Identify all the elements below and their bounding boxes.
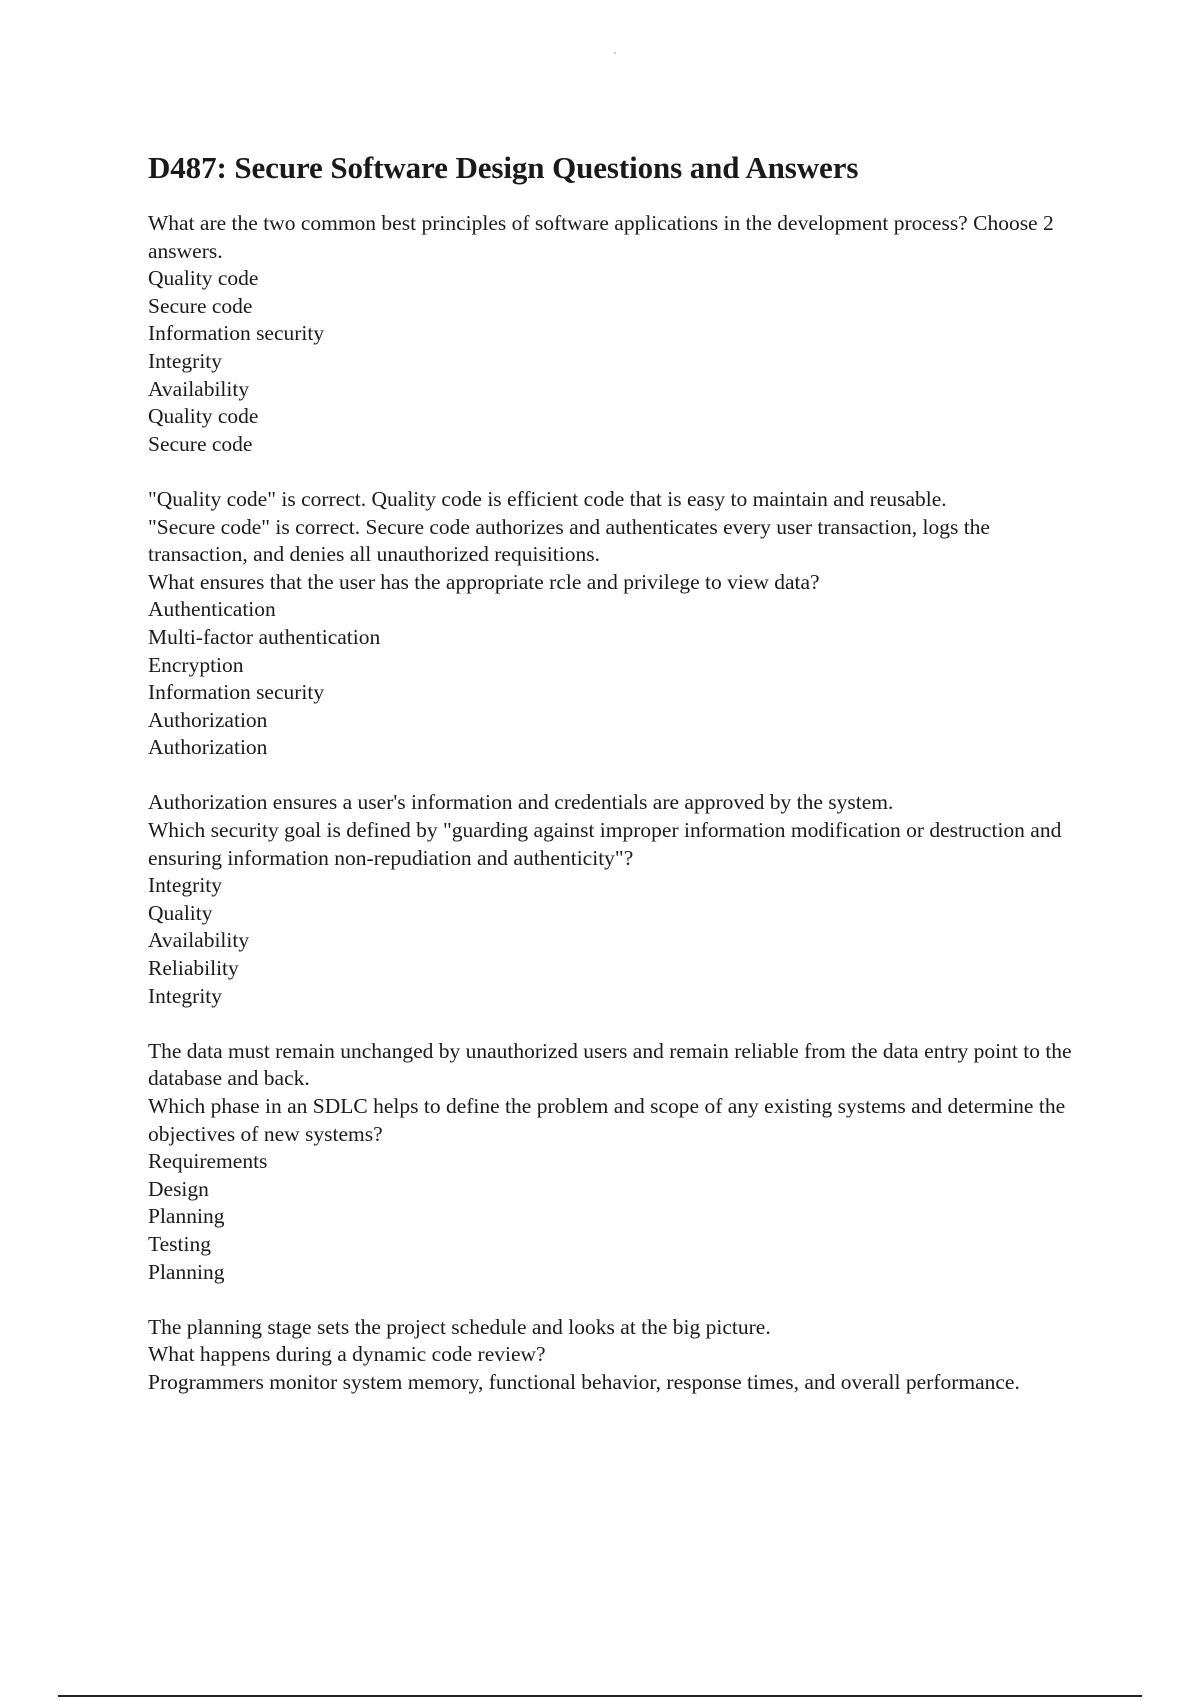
text-block <box>148 1038 1088 1286</box>
answer-option: Multi-factor authentication <box>148 624 381 649</box>
document-content <box>148 148 1088 1397</box>
paragraph-gap <box>148 1010 1088 1038</box>
answer-option: Encryption <box>148 652 244 677</box>
correct-answer: Secure code <box>148 431 253 456</box>
answer-option: Authorization <box>148 707 268 732</box>
answer-option: Secure code <box>148 293 253 318</box>
answer-option: Availability <box>148 928 250 953</box>
question-text: What ensures that the user has the appropriate rcle and privilege to view data? <box>148 569 820 594</box>
answer-option: Integrity <box>148 873 223 898</box>
document-title: D487: Secure Software Design Questions and Answers <box>148 150 859 185</box>
text-block <box>148 486 1088 762</box>
answer-option: Requirements <box>148 1149 268 1174</box>
answer-option: Quality code <box>148 266 259 291</box>
answer-option: Planning <box>148 1204 225 1229</box>
paragraph-gap <box>148 762 1088 790</box>
explanation-text: Authorization ensures a user's information and credentials are approved by the system. <box>148 790 894 815</box>
text-block <box>148 210 1088 458</box>
answer-option: Testing <box>148 1231 211 1256</box>
explanation-text: "Secure code" is correct. Secure code authorizes and authenticates every user transaction, logs the transaction, and denies all unauthorized requisitions. <box>148 514 990 567</box>
correct-answer: Quality code <box>148 404 259 429</box>
text-block <box>148 789 1088 1010</box>
answer-option: Information security <box>148 321 325 346</box>
page-bottom-rule <box>58 1695 1142 1697</box>
paragraph-gap <box>148 1286 1088 1314</box>
question-text: What happens during a dynamic code review? <box>148 1342 546 1367</box>
explanation-text: The data must remain unchanged by unauthorized users and remain reliable from the data entry point to the database and back. <box>148 1038 1072 1091</box>
answer-option: Reliability <box>148 956 239 981</box>
text-block <box>148 1314 1088 1397</box>
question-text: Which security goal is defined by "guarding against improper information modification or destruction and ensuring information non-repudiation and authenticity"? <box>148 818 1062 870</box>
answer-option: Design <box>148 1176 209 1201</box>
answer-option: Authentication <box>148 597 276 622</box>
correct-answer: Planning <box>148 1259 225 1284</box>
answer-option: Availability <box>148 376 250 401</box>
question-text: Which phase in an SDLC helps to define the problem and scope of any existing systems and determine the objectives of new systems? <box>148 1094 1066 1146</box>
paragraph-gap <box>148 458 1088 486</box>
answer-option: Integrity <box>148 348 223 373</box>
correct-answer: Programmers monitor system memory, functional behavior, response times, and overall performance. <box>148 1369 1020 1394</box>
explanation-text: "Quality code" is correct. Quality code is efficient code that is easy to maintain and reusable. <box>148 486 947 511</box>
answer-option: Quality <box>148 900 213 925</box>
correct-answer: Integrity <box>148 983 223 1008</box>
answer-option: Information security <box>148 680 325 705</box>
explanation-text: The planning stage sets the project schedule and looks at the big picture. <box>148 1314 771 1339</box>
correct-answer: Authorization <box>148 735 268 760</box>
question-text: What are the two common best principles of software applications in the development process? Choose 2 answers. <box>148 211 1054 263</box>
scan-speck <box>614 52 616 54</box>
